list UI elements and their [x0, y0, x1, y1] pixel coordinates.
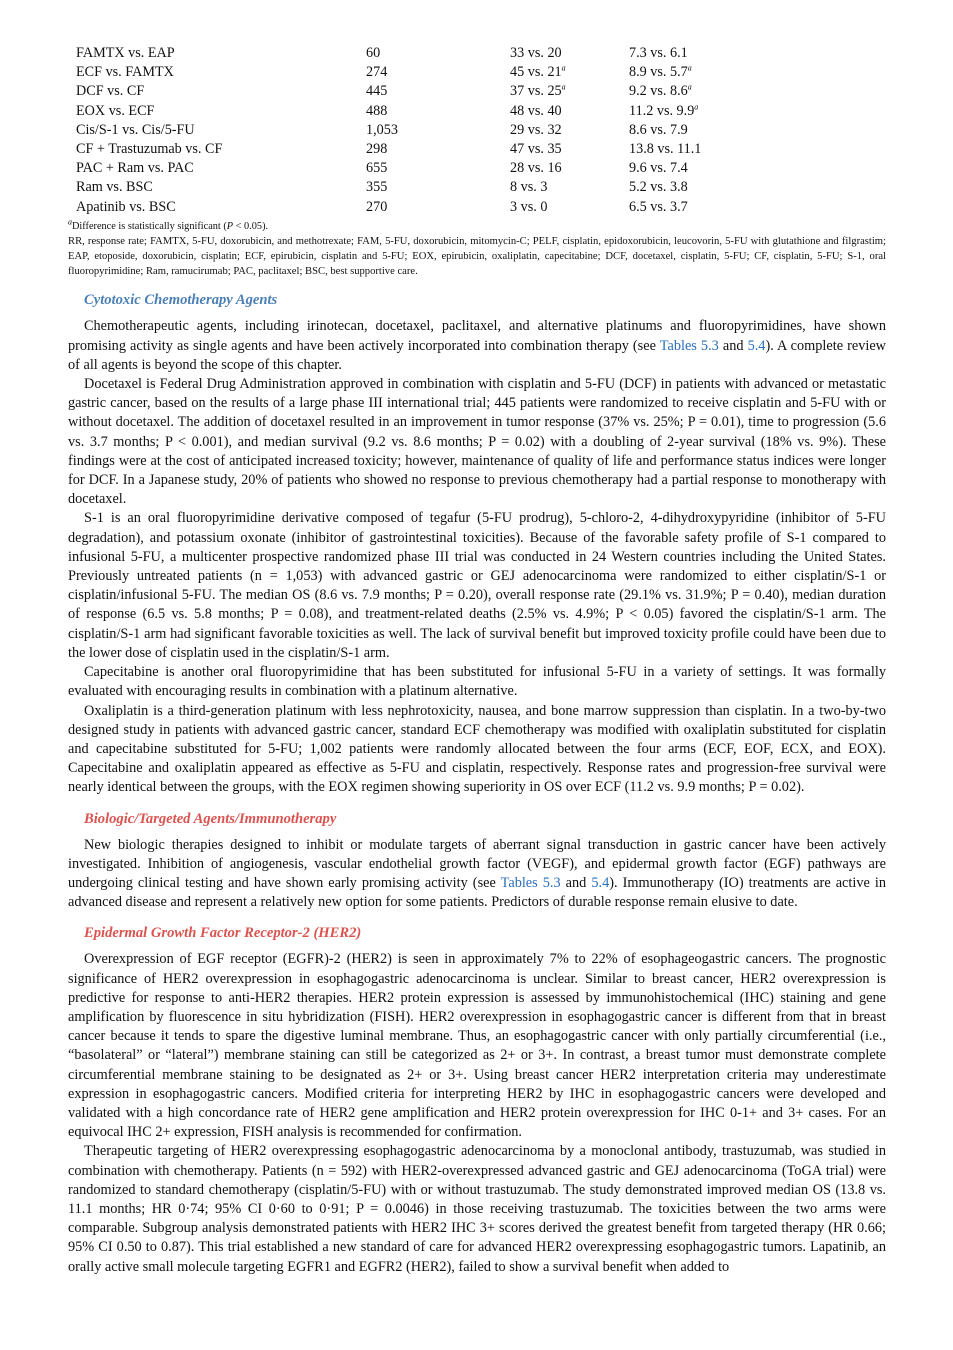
significance-mark: a: [687, 82, 692, 92]
overall-survival-cell-text: 9.2 vs. 8.6: [629, 83, 688, 100]
response-rate-cell-text: 48 vs. 40: [510, 102, 562, 119]
patients-cell-text: 298: [366, 141, 388, 158]
paragraph-text: ). Immunotherapy (IO) treatments are active in advanced disease and represent a relatively new option for some patients. Predictors of durable response remain elusive to date.: [68, 874, 886, 911]
response-rate-cell: [510, 121, 629, 140]
paragraph: [68, 836, 886, 913]
overall-survival-cell-text: 11.2 vs. 9.9: [629, 102, 695, 119]
overall-survival-cell-text: 8.6 vs. 7.9: [629, 121, 688, 138]
table-link[interactable]: 5.4: [591, 874, 610, 891]
patients-cell-text: 488: [366, 102, 388, 119]
paragraph-s1: S-1 is an oral fluoropyrimidine derivative composed of tegafur (5-FU prodrug), 5-chloro-2, 4-dihydroxypyridine (inhibitor of 5-FU degradation), and potassium oxonate (inhibitor of gastrointestinal toxicities). Because of the favorable safety profile of S-1 compared to infusional 5-FU, a multicenter prospective randomized phase III trial was conducted in 24 Western countries including the United States. Previously untreated patients (n = 1,053) with advanced gastric or GEJ adenocarcinoma were randomized to either cisplatin/S-1 or cisplatin/infusional 5-FU. The median OS (8.6 vs. 7.9 months; P = 0.20), overall response rate (29.1% vs. 31.9%; P = 0.40), median duration of response (6.5 vs. 5.8 months; P = 0.08), and treatment-related deaths (2.5% vs. 4.9%; P < 0.05) favored the cisplatin/S-1 arm. The cisplatin/S-1 arm had significant favorable toxicities as well. The lack of survival benefit but improved toxicity profile could have been due to the lower dose of cisplatin used in the cisplatin/S-1 arm.: [68, 510, 886, 661]
table-row: [68, 140, 769, 159]
footnote-p: P: [226, 220, 234, 232]
trial-cell: [68, 102, 366, 121]
trial-cell: [68, 159, 366, 178]
trial-cell: [68, 82, 366, 101]
overall-survival-cell-text: 9.6 vs. 7.4: [629, 160, 688, 177]
table-row: [68, 198, 769, 217]
section-heading-biologic: Biologic/Targeted Agents/Immunotherapy: [84, 810, 337, 827]
table-row: [68, 82, 769, 101]
significance-mark: a: [687, 63, 692, 73]
trial-cell: [68, 44, 366, 63]
trial-cell: [68, 198, 366, 217]
trial-cell-text: CF + Trastuzumab vs. CF: [76, 141, 223, 158]
footnote-mark: a: [68, 217, 72, 227]
response-rate-cell-text: 28 vs. 16: [510, 160, 562, 177]
table-row: [68, 44, 769, 63]
section-heading-cytotoxic: Cytotoxic Chemotherapy Agents: [84, 292, 278, 309]
response-rate-cell: [510, 44, 629, 63]
response-rate-cell-text: 45 vs. 21: [510, 64, 562, 81]
paragraph-oxaliplatin: Oxaliplatin is a third-generation platinum with less nephrotoxicity, nausea, and bone marrow suppression than cisplatin. In a two-by-two designed study in patients with advanced gastric cancer, standard ECF chemotherapy was modified with oxaliplatin substituted for cisplatin and capecitabine substituted for 5-FU; 1,002 patients were randomly allocated between the four arms (ECF, EOF, ECX, and EOX). Capecitabine and oxaliplatin appeared as effective as 5-FU and cisplatin, respectively. Response rates and progression-free survival were nearly identical between the groups, with the EOX regimen showing superiority in OS over ECF (11.2 vs. 9.9 months; P = 0.02).: [68, 702, 886, 796]
paragraph-her2-overexpression: Overexpression of EGF receptor (EGFR)-2 (HER2) is seen in approximately 7% to 22% of esophageogastric cancers. The prognostic significance of HER2 overexpression in esophagogastric adenocarcinoma is unclear. Similar to breast cancer, HER2 overexpression is predictive for response to anti-HER2 therapies. HER2 protein expression is assessed by immunohistochemical (IHC) staining and gene amplification by fluorescence in situ hybridization (FISH). HER2 overexpression in esophagogastric cancer is different from that in breast cancer because it tends to spare the digestive luminal membrane. Thus, an esophagogastric cancer with only partially circumferential (i.e., “basolateral” or “lateral”) membrane staining can still be categorized as 2+ or 3+. In contrast, a breast tumor must demonstrate complete circumferential membrane staining to be designated as 2+ or 3+. Using breast cancer HER2 interpretation criteria may underestimate expression in esophagogastric cancers. Modified criteria for interpreting HER2 by IHC in esophagogastric cancers were developed and validated with a high concordance rate of HER2 gene amplification and HER2 protein overexpression for IHC 0-1+ and 3+ cases. For an equivocal IHC 2+ expression, FISH analysis is recommended for confirmation.: [68, 951, 886, 1141]
patients-cell-text: 445: [366, 83, 388, 100]
trial-cell-text: ECF vs. FAMTX: [76, 64, 174, 81]
table-row: [68, 159, 769, 178]
table-row: [68, 178, 769, 197]
table-footnote: [68, 219, 886, 234]
patients-cell-text: 270: [366, 198, 388, 215]
trial-cell-text: EOX vs. ECF: [76, 102, 155, 119]
overall-survival-cell: [629, 82, 769, 101]
overall-survival-cell-text: 6.5 vs. 3.7: [629, 198, 688, 215]
overall-survival-cell-text: 13.8 vs. 11.1: [629, 141, 702, 158]
paragraph-text: and: [560, 874, 592, 891]
paragraph-text: ). A complete review of all agents is beyond the scope of this chapter.: [68, 337, 886, 373]
tables-link[interactable]: Tables 5.3: [500, 874, 561, 891]
response-rate-cell: [510, 63, 629, 82]
patients-cell: [366, 140, 510, 159]
patients-cell-text: 1,053: [366, 121, 398, 138]
trial-cell: [68, 121, 366, 140]
patients-cell-text: 60: [366, 45, 381, 61]
trial-cell-text: Apatinib vs. BSC: [76, 198, 176, 215]
overall-survival-cell: [629, 63, 769, 82]
overall-survival-cell-text: 8.9 vs. 5.7: [629, 64, 688, 81]
response-rate-cell-text: 3 vs. 0: [510, 198, 548, 215]
significance-mark: a: [694, 101, 699, 111]
patients-cell: [366, 198, 510, 217]
overall-survival-cell-text: 7.3 vs. 6.1: [629, 45, 688, 61]
trial-cell: [68, 63, 366, 82]
response-rate-cell: [510, 82, 629, 101]
paragraph-docetaxel: Docetaxel is Federal Drug Administration approved in combination with cisplatin and 5-FU (DCF) in patients with advanced or metastatic gastric cancer, based on the results of a large phase III international trial; 445 patients were randomized to receive cisplatin and 5-FU with or without docetaxel. The addition of docetaxel resulted in an improvement in tumor response (37% vs. 25%; P = 0.01), time to progression (5.6 vs. 3.7 months; P < 0.001), and median survival (9.2 vs. 8.6 months; P = 0.02) with a doubling of 2-year survival (18% vs. 9%). These findings were at the cost of anticipated increased toxicity; however, maintenance of quality of life and performance status indices were longer for DCF. In a Japanese study, 20% of patients who showed no response to previous chemotherapy had a partial response to monotherapy with docetaxel.: [68, 376, 886, 508]
paragraph: [68, 317, 886, 375]
patients-cell: [366, 44, 510, 63]
trial-cell-text: PAC + Ram vs. PAC: [76, 160, 194, 177]
response-rate-cell-text: 33 vs. 20: [510, 45, 562, 61]
response-rate-cell: [510, 159, 629, 178]
significance-mark: a: [561, 82, 566, 92]
significance-mark: a: [561, 63, 566, 73]
patients-cell: [366, 63, 510, 82]
overall-survival-cell-text: 5.2 vs. 3.8: [629, 179, 688, 196]
paragraph-her2-targeting: Therapeutic targeting of HER2 overexpressing esophagogastric adenocarcinoma by a monoclonal antibody, trastuzumab, was studied in combination with chemotherapy. Patients (n = 592) with HER2-overexpressed advanced gastric and GEJ adenocarcinoma (ToGA trial) were randomized to standard chemotherapy (cisplatin/5-FU) with or without trastuzumab. The study demonstrated improved median OS (13.8 vs. 11.1 months; HR 0·74; 95% CI 0·60 to 0·91; P = 0.0046) in those receiving trastuzumab. The toxicities between the two arms were comparable. Subgroup analysis demonstrated patients with HER2 IHC 3+ scores derived the greatest benefit from targeted therapy (HR 0.66; 95% CI 0.50 to 0.87). This trial established a new standard of care for advanced HER2 overexpressing esophagogastric tumors. Lapatinib, an orally active small molecule targeting EGFR1 and EGFR2 (HER2), failed to show a survival benefit when added to: [68, 1143, 886, 1275]
patients-cell-text: 655: [366, 160, 388, 177]
trial-cell: [68, 178, 366, 197]
patients-cell: [366, 82, 510, 101]
page: [68, 44, 886, 1277]
table-abbreviations: RR, response rate; FAMTX, 5-FU, doxorubicin, and methotrexate; FAM, 5-FU, doxorubicin, mitomycin-C; PELF, cisplatin, epidoxorubicin, leucovorin, 5-FU with glutathione and filgrastim; EAP, etoposide, doxorubicin, cisplatin; ECF, epirubicin, cisplatin and 5-FU; EOX, epirubicin, oxaliplatin, capecitabine; DCF, docetaxel, cisplatin, 5-FU; CF, cisplatin, 5-FU; S-1, oral fluoropyrimidine; Ram, ramucirumab; PAC, paclitaxel; BSC, best supportive care.: [68, 235, 886, 278]
table-row: [68, 121, 769, 140]
patients-cell: [366, 121, 510, 140]
trials-table: [68, 44, 769, 217]
tables-link[interactable]: Tables 5.3: [659, 337, 719, 354]
patients-cell: [366, 178, 510, 197]
overall-survival-cell: [629, 121, 769, 140]
table-link[interactable]: 5.4: [747, 337, 766, 354]
footnote-text-a: Difference is statistically significant (: [72, 220, 227, 232]
overall-survival-cell: [629, 198, 769, 217]
paragraph-text: New biologic therapies designed to inhibit or modulate targets of aberrant signal transduction in gastric cancer have been actively investigated. Inhibition of angiogenesis, vascular endothelial growth factor (VEGF), and epidermal growth factor (EGF) pathways are undergoing clinical testing and have shown early promising activity (see: [68, 836, 886, 891]
section-heading-her2: Epidermal Growth Factor Receptor-2 (HER2): [84, 925, 362, 942]
overall-survival-cell: [629, 159, 769, 178]
overall-survival-cell: [629, 178, 769, 197]
patients-cell: [366, 102, 510, 121]
response-rate-cell-text: 37 vs. 25: [510, 83, 562, 100]
trial-cell-text: FAMTX vs. EAP: [76, 45, 175, 61]
paragraph-text: Chemotherapeutic agents, including irinotecan, docetaxel, paclitaxel, and alternative platinums and fluoropyrimidines, have shown promising activity as single agents and have been actively incorporated into combination therapy (see: [68, 318, 886, 354]
footnote-text-b: < 0.05).: [233, 220, 269, 232]
trials-table-body: [68, 44, 769, 217]
trial-cell-text: DCF vs. CF: [76, 83, 145, 100]
response-rate-cell: [510, 198, 629, 217]
response-rate-cell: [510, 102, 629, 121]
response-rate-cell: [510, 178, 629, 197]
patients-cell: [366, 159, 510, 178]
response-rate-cell: [510, 140, 629, 159]
table-row: [68, 102, 769, 121]
trial-cell: [68, 140, 366, 159]
trial-cell-text: Ram vs. BSC: [76, 179, 153, 196]
response-rate-cell-text: 8 vs. 3: [510, 179, 548, 196]
response-rate-cell-text: 47 vs. 35: [510, 141, 562, 158]
overall-survival-cell: [629, 44, 769, 63]
paragraph-text: and: [718, 337, 748, 354]
table-row: [68, 63, 769, 82]
trial-cell-text: Cis/S-1 vs. Cis/5-FU: [76, 121, 195, 138]
patients-cell-text: 274: [366, 64, 388, 81]
overall-survival-cell: [629, 102, 769, 121]
overall-survival-cell: [629, 140, 769, 159]
patients-cell-text: 355: [366, 179, 388, 196]
response-rate-cell-text: 29 vs. 32: [510, 121, 562, 138]
paragraph-capecitabine: Capecitabine is another oral fluoropyrimidine that has been substituted for infusional 5-FU in a variety of settings. It was formally evaluated with encouraging results in combination with a platinum alternative.: [68, 664, 886, 700]
